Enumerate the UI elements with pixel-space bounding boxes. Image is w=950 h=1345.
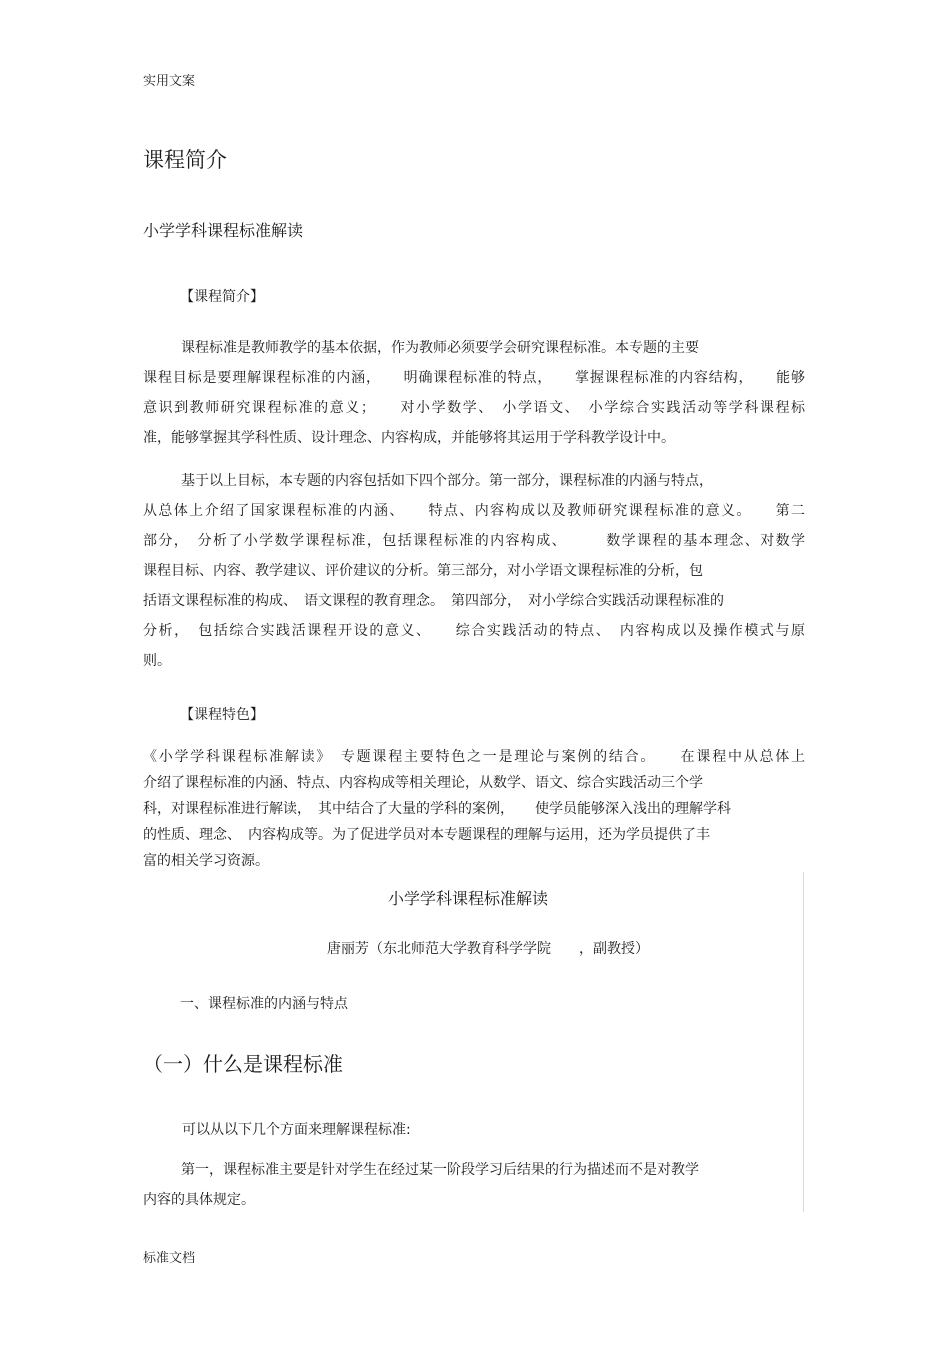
text-line: 括语文课程标准的构成、 语文课程的教育理念。 第四部分， 对小学综合实践活动课程标准的 <box>143 593 724 609</box>
text-line: 内容的具体规定。 <box>143 1192 255 1208</box>
article-subheading: （一）什么是课程标准 <box>143 1052 343 1076</box>
intro-paragraph-1 <box>143 333 805 453</box>
intro-paragraph-2 <box>143 466 805 676</box>
article-paragraph-2 <box>143 1155 805 1215</box>
text-line: 第一，课程标准主要是针对学生在经过某一阶段学习后结果的行为描述而不是对教学 <box>181 1162 699 1178</box>
page-footer-label: 标准文档 <box>143 1251 196 1266</box>
article-paragraph-1: 可以从以下几个方面来理解课程标准: <box>182 1122 411 1138</box>
text-line: 《小学学科课程标准解读》 专题课程主要特色之一是理论与案例的结合。 在课程中从总体上 <box>143 749 805 765</box>
text-line: 的性质、理念、 内容构成等。为了促进学员对本专题课程的理解与运用，还为学员提供了丰 <box>143 827 710 843</box>
text-line: 从总体上介绍了国家课程标准的内涵、 特点、内容构成以及教师研究课程标准的意义。 第二 <box>143 503 805 519</box>
article-title: 小学学科课程标准解读 <box>387 889 548 908</box>
article-author: 唐丽芳（东北师范大学教育科学学院 ，副教授） <box>327 941 649 957</box>
page-title: 课程简介 <box>143 148 227 172</box>
text-line: 课程标准是教师教学的基本依据，作为教师必须要学会研究课程标准。本专题的主要 <box>181 340 699 356</box>
text-line: 介绍了课程标准的内涵、特点、内容构成等相关理论，从数学、语文、综合实践活动三个学 <box>143 775 703 791</box>
page-header-label: 实用文案 <box>143 74 196 89</box>
text-line: 课程目标是要理解课程标准的内涵， 明确课程标准的特点， 掌握课程标准的内容结构， 能够 <box>143 370 805 386</box>
text-line: 部分， 分析了小学数学课程标准，包括课程标准的内容构成、 数学课程的基本理念、对数学 <box>143 533 805 549</box>
text-line: 分析， 包括综合实践活课程开设的意义、 综合实践活动的特点、 内容构成以及操作模式与原 <box>143 623 805 639</box>
section-label-intro: 【课程简介】 <box>180 289 264 305</box>
text-line: 则。 <box>143 653 171 669</box>
text-line: 科，对课程标准进行解读， 其中结合了大量的学科的案例， 使学员能够深入浅出的理解学科 <box>143 801 731 817</box>
text-line: 意识到教师研究课程标准的意义； 对小学数学、 小学语文、 小学综合实践活动等学科课程标 <box>143 400 805 416</box>
text-line: 基于以上目标，本专题的内容包括如下四个部分。第一部分，课程标准的内涵与特点， <box>181 473 713 489</box>
course-subtitle: 小学学科课程标准解读 <box>143 221 304 240</box>
text-line: 富的相关学习资源。 <box>143 853 269 869</box>
section-label-features: 【课程特色】 <box>180 707 264 723</box>
text-line: 准，能够掌握其学科性质、设计理念、内容构成，并能够将其运用于学科教学设计中。 <box>143 430 675 446</box>
article-section-heading: 一、课程标准的内涵与特点 <box>180 996 348 1012</box>
features-paragraph <box>143 744 805 874</box>
text-line: 课程目标、内容、教学建议、评价建议的分析。第三部分，对小学语文课程标准的分析，包 <box>143 563 703 579</box>
